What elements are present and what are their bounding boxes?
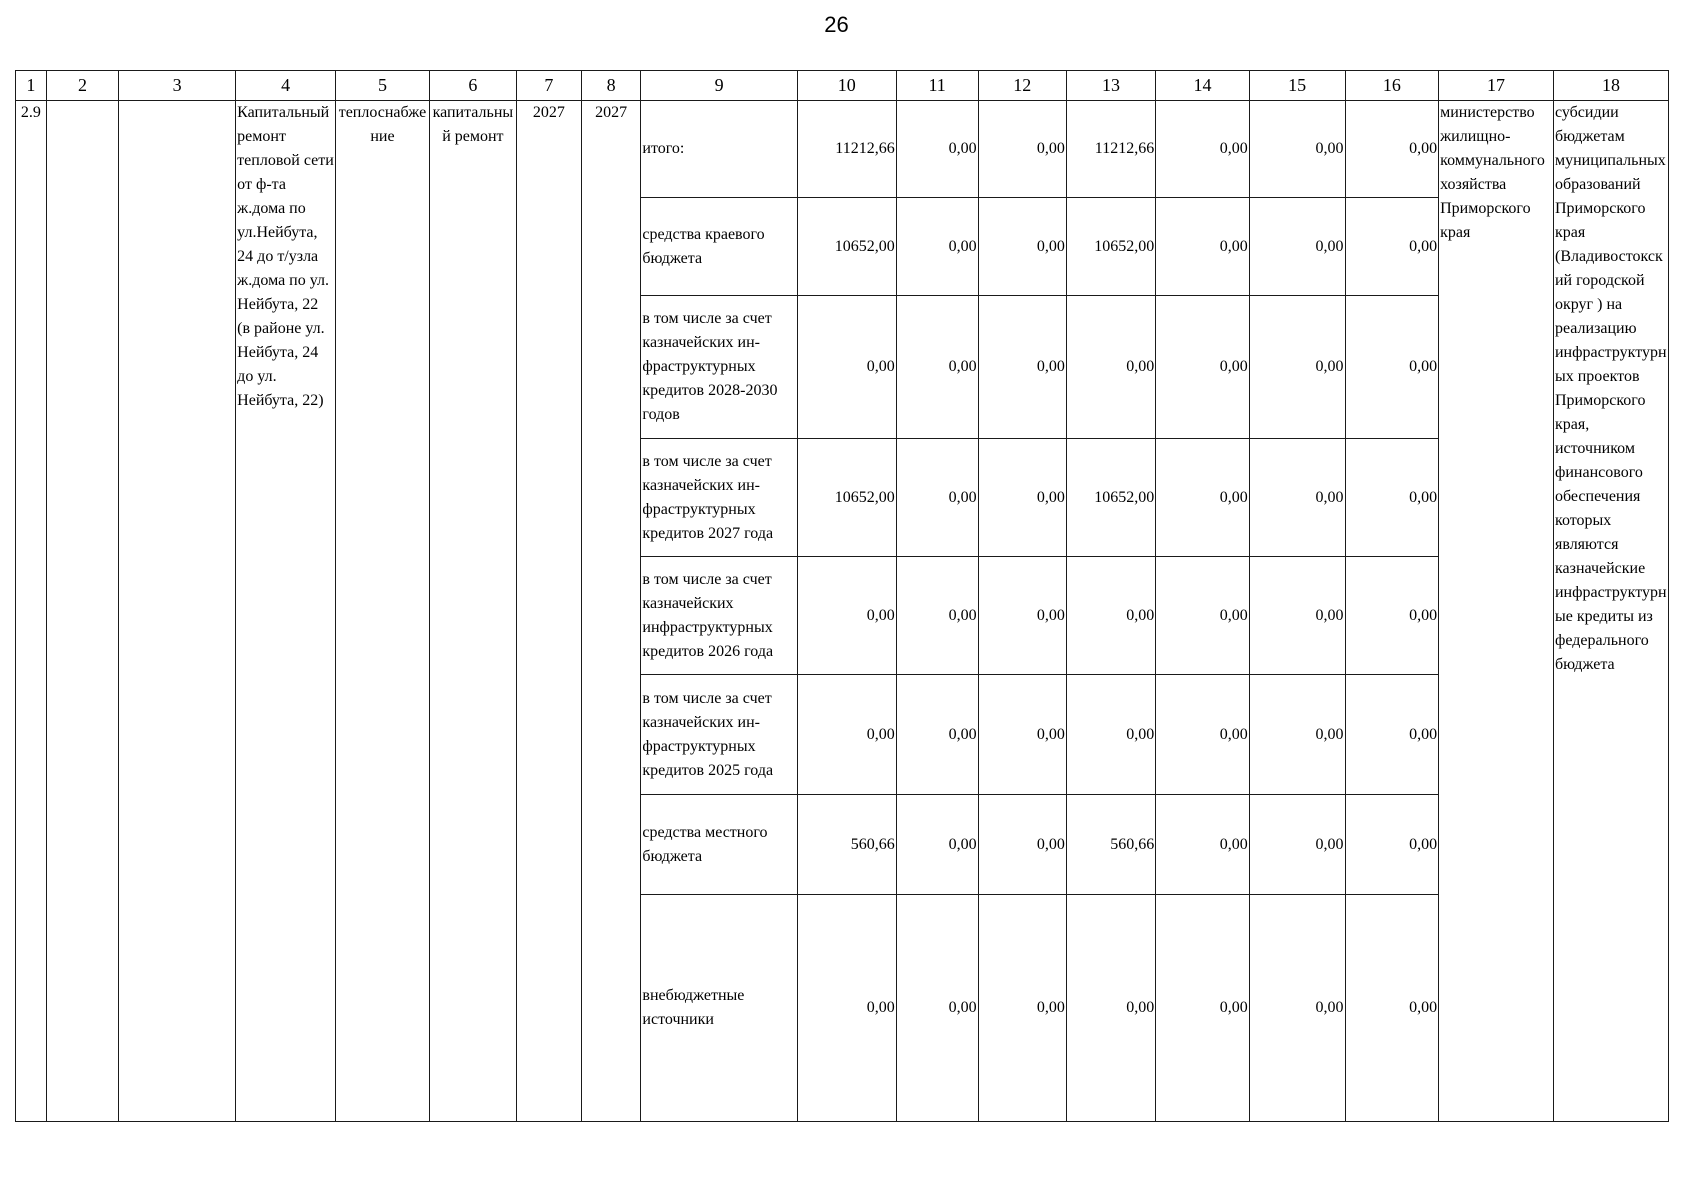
column-number: 9 [641, 71, 797, 101]
amount-cell: 0,00 [1156, 101, 1250, 198]
amount-cell: 0,00 [1066, 675, 1155, 795]
amount-cell: 0,00 [896, 101, 978, 198]
amount-cell: 0,00 [1249, 557, 1345, 675]
amount-cell: 10652,00 [797, 439, 896, 557]
amount-cell: 10652,00 [1066, 198, 1155, 296]
financing-source: итого: [641, 101, 797, 198]
item-col3 [119, 101, 236, 1122]
financing-source: средства краевого бюджета [641, 198, 797, 296]
column-number: 5 [336, 71, 430, 101]
amount-cell: 0,00 [1249, 101, 1345, 198]
financing-source: внебюджетные источники [641, 895, 797, 1122]
amount-cell: 0,00 [1156, 198, 1250, 296]
amount-cell: 10652,00 [1066, 439, 1155, 557]
amount-cell: 0,00 [1249, 439, 1345, 557]
amount-cell: 0,00 [1345, 198, 1439, 296]
note: субсидии бюджетам муниципальных образований Приморского края (Владивостокский городской округ ) на реализацию инфраструктурных проектов Приморского края, источником финансового обеспечения которых являются казначейские инфраструктурные кредиты из федерального бюджета [1553, 101, 1668, 1122]
amount-cell: 0,00 [978, 439, 1066, 557]
amount-cell: 0,00 [896, 895, 978, 1122]
column-number: 17 [1439, 71, 1554, 101]
amount-cell: 0,00 [896, 675, 978, 795]
amount-cell: 0,00 [896, 296, 978, 439]
item-number: 2.9 [16, 101, 47, 1122]
responsible-executor: министерство жилищно-коммунального хозяйства Приморского края [1439, 101, 1554, 1122]
amount-cell: 10652,00 [797, 198, 896, 296]
amount-cell: 0,00 [1156, 557, 1250, 675]
page-number: 26 [824, 12, 849, 37]
financing-source: средства местного бюджета [641, 795, 797, 895]
amount-cell: 0,00 [1156, 675, 1250, 795]
column-number: 15 [1249, 71, 1345, 101]
amount-cell: 0,00 [1066, 895, 1155, 1122]
column-number: 12 [978, 71, 1066, 101]
column-number: 6 [429, 71, 516, 101]
amount-cell: 0,00 [978, 296, 1066, 439]
amount-cell: 0,00 [797, 557, 896, 675]
amount-cell: 0,00 [1156, 439, 1250, 557]
column-number: 8 [581, 71, 641, 101]
work-type: капитальный ремонт [429, 101, 516, 1122]
column-number: 4 [236, 71, 336, 101]
amount-cell: 0,00 [1345, 895, 1439, 1122]
column-number-row [16, 71, 1669, 101]
amount-cell: 0,00 [797, 675, 896, 795]
column-number: 2 [46, 71, 118, 101]
budget-table [15, 70, 1669, 1122]
amount-cell: 560,66 [1066, 795, 1155, 895]
column-number: 1 [16, 71, 47, 101]
amount-cell: 0,00 [1345, 557, 1439, 675]
column-number: 16 [1345, 71, 1439, 101]
column-number: 13 [1066, 71, 1155, 101]
amount-cell: 0,00 [1249, 895, 1345, 1122]
amount-cell: 0,00 [1249, 795, 1345, 895]
amount-cell: 0,00 [1345, 101, 1439, 198]
amount-cell: 0,00 [978, 557, 1066, 675]
column-number: 18 [1553, 71, 1668, 101]
amount-cell: 0,00 [1345, 795, 1439, 895]
amount-cell: 0,00 [1345, 439, 1439, 557]
year-start: 2027 [516, 101, 581, 1122]
amount-cell: 0,00 [896, 439, 978, 557]
amount-cell: 0,00 [1156, 895, 1250, 1122]
financing-source: в том числе за счет казначейских ин-фраструктурных кредитов 2028-2030 годов [641, 296, 797, 439]
column-number: 14 [1156, 71, 1250, 101]
amount-cell: 0,00 [896, 795, 978, 895]
amount-cell: 0,00 [896, 557, 978, 675]
amount-cell: 0,00 [797, 895, 896, 1122]
column-number: 11 [896, 71, 978, 101]
item-col2 [46, 101, 118, 1122]
financing-source: в том числе за счет казначейских ин-фраструктурных кредитов 2025 года [641, 675, 797, 795]
amount-cell: 0,00 [978, 198, 1066, 296]
amount-cell: 0,00 [1156, 795, 1250, 895]
amount-cell: 0,00 [797, 296, 896, 439]
sector: теплоснабжение [336, 101, 430, 1122]
amount-cell: 0,00 [978, 895, 1066, 1122]
amount-cell: 0,00 [978, 101, 1066, 198]
amount-cell: 560,66 [797, 795, 896, 895]
amount-cell: 0,00 [1066, 557, 1155, 675]
amount-cell: 0,00 [978, 675, 1066, 795]
amount-cell: 0,00 [1249, 198, 1345, 296]
amount-cell: 0,00 [1156, 296, 1250, 439]
amount-cell: 0,00 [1249, 675, 1345, 795]
financing-row [16, 101, 1669, 198]
amount-cell: 11212,66 [797, 101, 896, 198]
amount-cell: 0,00 [1345, 296, 1439, 439]
amount-cell: 11212,66 [1066, 101, 1155, 198]
financing-source: в том числе за счет казначейских ин-фраструктурных кредитов 2027 года [641, 439, 797, 557]
amount-cell: 0,00 [978, 795, 1066, 895]
amount-cell: 0,00 [1066, 296, 1155, 439]
amount-cell: 0,00 [1345, 675, 1439, 795]
amount-cell: 0,00 [896, 198, 978, 296]
financing-source: в том числе за счет казначейских инфраструктурных кредитов 2026 года [641, 557, 797, 675]
year-end: 2027 [581, 101, 641, 1122]
column-number: 7 [516, 71, 581, 101]
amount-cell: 0,00 [1249, 296, 1345, 439]
object-name: Капитальный ремонт тепловой сети от ф-та ж.дома по ул.Нейбута, 24 до т/узла ж.дома по ул. Нейбута, 22 (в районе ул. Нейбута, 24 до ул. Нейбута, 22) [236, 101, 336, 1122]
column-number: 3 [119, 71, 236, 101]
column-number: 10 [797, 71, 896, 101]
